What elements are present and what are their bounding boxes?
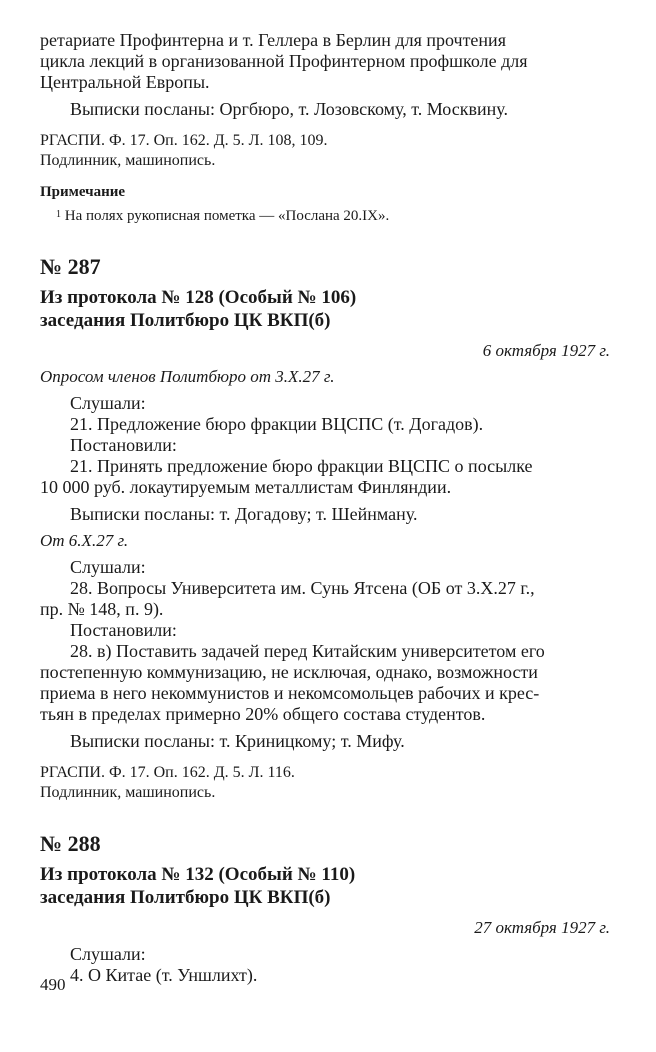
source-line: РГАСПИ. Ф. 17. Оп. 162. Д. 5. Л. 108, 109. [40,132,328,149]
text-line: цикла лекций в организованной Профинтерном профшколе для [40,51,528,71]
document-title [40,863,610,909]
page-content [40,30,610,986]
page-number: 490 [40,975,66,994]
heard-item: 4. О Китае (т. Уншлихт). [70,965,258,985]
footnote-marker: 1 [56,209,61,220]
note-text: На полях рукописная пометка — «Послана 20.IX». [64,208,390,224]
protocol-item [40,393,610,498]
archive-source [40,131,610,171]
note-line [40,207,610,226]
heard-label: Слушали: [70,944,146,964]
heard-label: Слушали: [70,557,146,577]
document-date: 6 октября 1927 г. [482,341,610,360]
protocol-item [40,944,610,986]
document-title [40,286,610,332]
document-date: 27 октября 1927 г. [474,918,610,937]
resolved-line: постепенную коммунизацию, не исключая, однако, возможности [40,662,538,682]
title-line: Из протокола № 132 (Особый № 110) [40,864,356,885]
resolved-line: 21. Принять предложение бюро фракции ВЦСПС о посылке [70,456,533,476]
document-number: № 288 [40,831,101,856]
heard-line: пр. № 148, п. 9). [40,599,164,619]
heard-label: Слушали: [70,393,146,413]
document-number: № 287 [40,254,101,279]
resolved-label: Постановили: [70,620,177,640]
title-line: заседания Политбюро ЦК ВКП(б) [40,310,331,331]
note-heading: Примечание [40,184,126,200]
extracts-sent: Выписки посланы: т. Догадову; т. Шейнману. [70,504,418,524]
resolved-line: приема в него некоммунистов и некомсомольцев рабочих и крес- [40,683,540,703]
continuation-paragraph [40,30,610,93]
archive-source [40,763,610,803]
extracts-sent: Выписки посланы: Оргбюро, т. Лозовскому, т. Москвину. [70,99,508,119]
heard-line: 28. Вопросы Университета им. Сунь Ятсена (ОБ от 3.Х.27 г., [70,578,535,598]
source-line: РГАСПИ. Ф. 17. Оп. 162. Д. 5. Л. 116. [40,764,295,781]
resolved-line: тьян в пределах примерно 20% общего состава студентов. [40,704,486,724]
meeting-method: Опросом членов Политбюро от 3.Х.27 г. [40,367,335,386]
title-line: Из протокола № 128 (Особый № 106) [40,287,357,308]
resolved-label: Постановили: [70,435,177,455]
meeting-method: От 6.Х.27 г. [40,531,129,550]
title-line: заседания Политбюро ЦК ВКП(б) [40,887,331,908]
resolved-line: 28. в) Поставить задачей перед Китайским университетом его [70,641,545,661]
text-line: ретариате Профинтерна и т. Геллера в Берлин для прочтения [40,30,506,50]
heard-item: 21. Предложение бюро фракции ВЦСПС (т. Догадов). [70,414,484,434]
resolved-line: 10 000 руб. локаутируемым металлистам Финляндии. [40,477,452,497]
protocol-item [40,557,610,725]
extracts-sent: Выписки посланы: т. Криницкому; т. Мифу. [70,731,405,751]
source-line: Подлинник, машинопись. [40,152,216,169]
text-line: Центральной Европы. [40,72,210,92]
source-line: Подлинник, машинопись. [40,784,216,801]
